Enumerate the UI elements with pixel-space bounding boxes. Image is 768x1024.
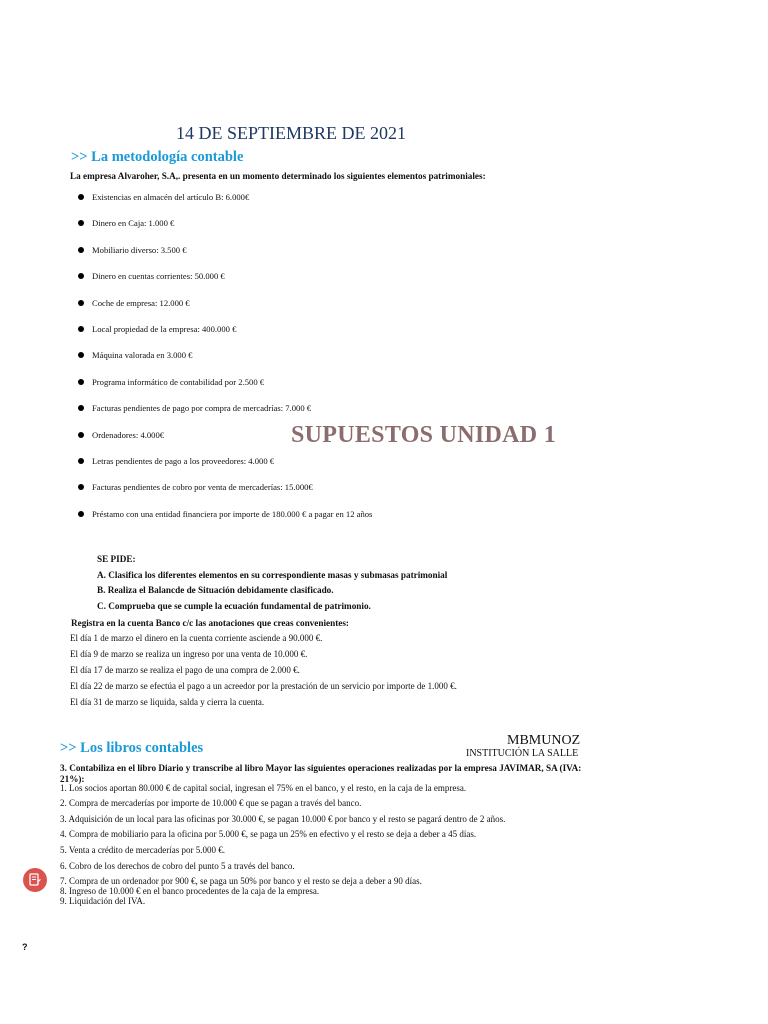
list-item: Facturas pendientes de cobro por venta de mercaderías: 15.000€: [78, 480, 372, 506]
list-item: Programa informático de contabilidad por 2.500 €: [78, 375, 372, 401]
list-item: Máquina valorada en 3.000 €: [78, 348, 372, 374]
operation-item: 8. Ingreso de 10.000 € en el banco procedentes de la caja de la empresa.: [60, 886, 320, 896]
list-item: Mobiliario diverso: 3.500 €: [78, 243, 372, 269]
overlay-title: SUPUESTOS UNIDAD 1: [291, 422, 557, 448]
bullet-icon: [78, 352, 84, 358]
operation-item: 7. Compra de un ordenador por 900 €, se paga un 50% por banco y el resto se deja a deber a 90 días.: [60, 876, 422, 886]
bullet-icon: [78, 511, 84, 517]
day-entry: El día 1 de marzo el dinero en la cuenta corriente asciende a 90.000 €.: [70, 633, 323, 643]
bullet-icon: [78, 432, 84, 438]
operation-item: 6. Cobro de los derechos de cobro del punto 5 a través del banco.: [60, 861, 295, 871]
section-heading-metodologia: >> La metodología contable: [71, 149, 244, 165]
document-edit-icon: [29, 873, 41, 887]
list-item: Coche de empresa: 12.000 €: [78, 296, 372, 322]
operation-item: 3. Adquisición de un local para las oficinas por 30.000 €, se pagan 10.000 € por banco y el resto se pagará dentro de 2 años.: [60, 814, 506, 824]
help-mark: ?: [22, 942, 28, 952]
institution-name: INSTITUCIÓN LA SALLE: [466, 748, 579, 759]
list-item: Existencias en almacén del artículo B: 6.000€: [78, 190, 372, 216]
document-edit-button[interactable]: [23, 868, 47, 892]
task-b: B. Realiza el Balancde de Situación debidamente clasificado.: [97, 585, 334, 595]
operation-item: 1. Los socios aportan 80.000 € de capital social, ingresan el 75% en el banco, y el resto, en la caja de la empresa.: [60, 783, 467, 793]
bullet-icon: [78, 458, 84, 464]
bullet-icon: [78, 194, 84, 200]
exercise-3-statement: 3. Contabiliza en el libro Diario y transcribe al libro Mayor las siguientes operaciones realizadas por la empresa JAVIMAR, SA (IVA: 21%):: [60, 763, 582, 784]
section-heading-libros: >> Los libros contables: [60, 740, 204, 756]
list-item: Local propiedad de la empresa: 400.000 €: [78, 322, 372, 348]
day-entry: El día 22 de marzo se efectúa el pago a un acreedor por la prestación de un servicio por importe de 1.000 €.: [70, 681, 457, 691]
bullet-icon: [78, 220, 84, 226]
list-item: Letras pendientes de pago a los proveedores: 4.000 €: [78, 454, 372, 480]
operation-item: 4. Compra de mobiliario para la oficina por 5.000 €, se paga un 25% en efectivo y el resto se deja a deber a 45 días.: [60, 829, 477, 839]
bullet-icon: [78, 326, 84, 332]
operation-item: 9. Liquidación del IVA.: [60, 896, 146, 906]
list-item: Dinero en Caja: 1.000 €: [78, 216, 372, 242]
list-item: Préstamo con una entidad financiera por importe de 180.000 € a pagar en 12 años: [78, 507, 372, 533]
task-a: A. Clasifica los diferentes elementos en su correspondiente masas y submasas patrimonial: [97, 570, 448, 580]
bullet-icon: [78, 300, 84, 306]
intro-text: La empresa Alvaroher, S.A,. presenta en un momento determinado los siguientes elementos patrimoniales:: [70, 171, 486, 181]
author-name: MBMUNOZ: [507, 733, 581, 748]
operation-item: 2. Compra de mercaderías por importe de 10.000 € que se pagan a través del banco.: [60, 798, 362, 808]
bullet-icon: [78, 247, 84, 253]
bullet-icon: [78, 484, 84, 490]
register-instructions: Registra en la cuenta Banco c/c las anotaciones que creas convenientes:: [71, 618, 349, 628]
day-entry: El día 31 de marzo se liquida, salda y cierra la cuenta.: [70, 697, 265, 707]
task-c: C. Comprueba que se cumple la ecuación fundamental de patrimonio.: [97, 601, 371, 611]
day-entry: El día 17 de marzo se realiza el pago de una compra de 2.000 €.: [70, 665, 300, 675]
document-date: 14 DE SEPTIEMBRE DE 2021: [176, 123, 407, 143]
patrimonial-elements-list: [78, 190, 372, 533]
operation-item: 5. Venta a crédito de mercaderías por 5.000 €.: [60, 845, 226, 855]
day-entry: El día 9 de marzo se realiza un ingreso por una venta de 10.000 €.: [70, 649, 308, 659]
bullet-icon: [78, 405, 84, 411]
se-pide-label: SE PIDE:: [97, 554, 136, 564]
list-item: Facturas pendientes de pago por compra de mercadrías: 7.000 €: [78, 401, 372, 427]
list-item: Ordenadores: 4.000€: [78, 428, 372, 454]
bullet-icon: [78, 379, 84, 385]
bullet-icon: [78, 273, 84, 279]
list-item: Dinero en cuentas corrientes: 50.000 €: [78, 269, 372, 295]
